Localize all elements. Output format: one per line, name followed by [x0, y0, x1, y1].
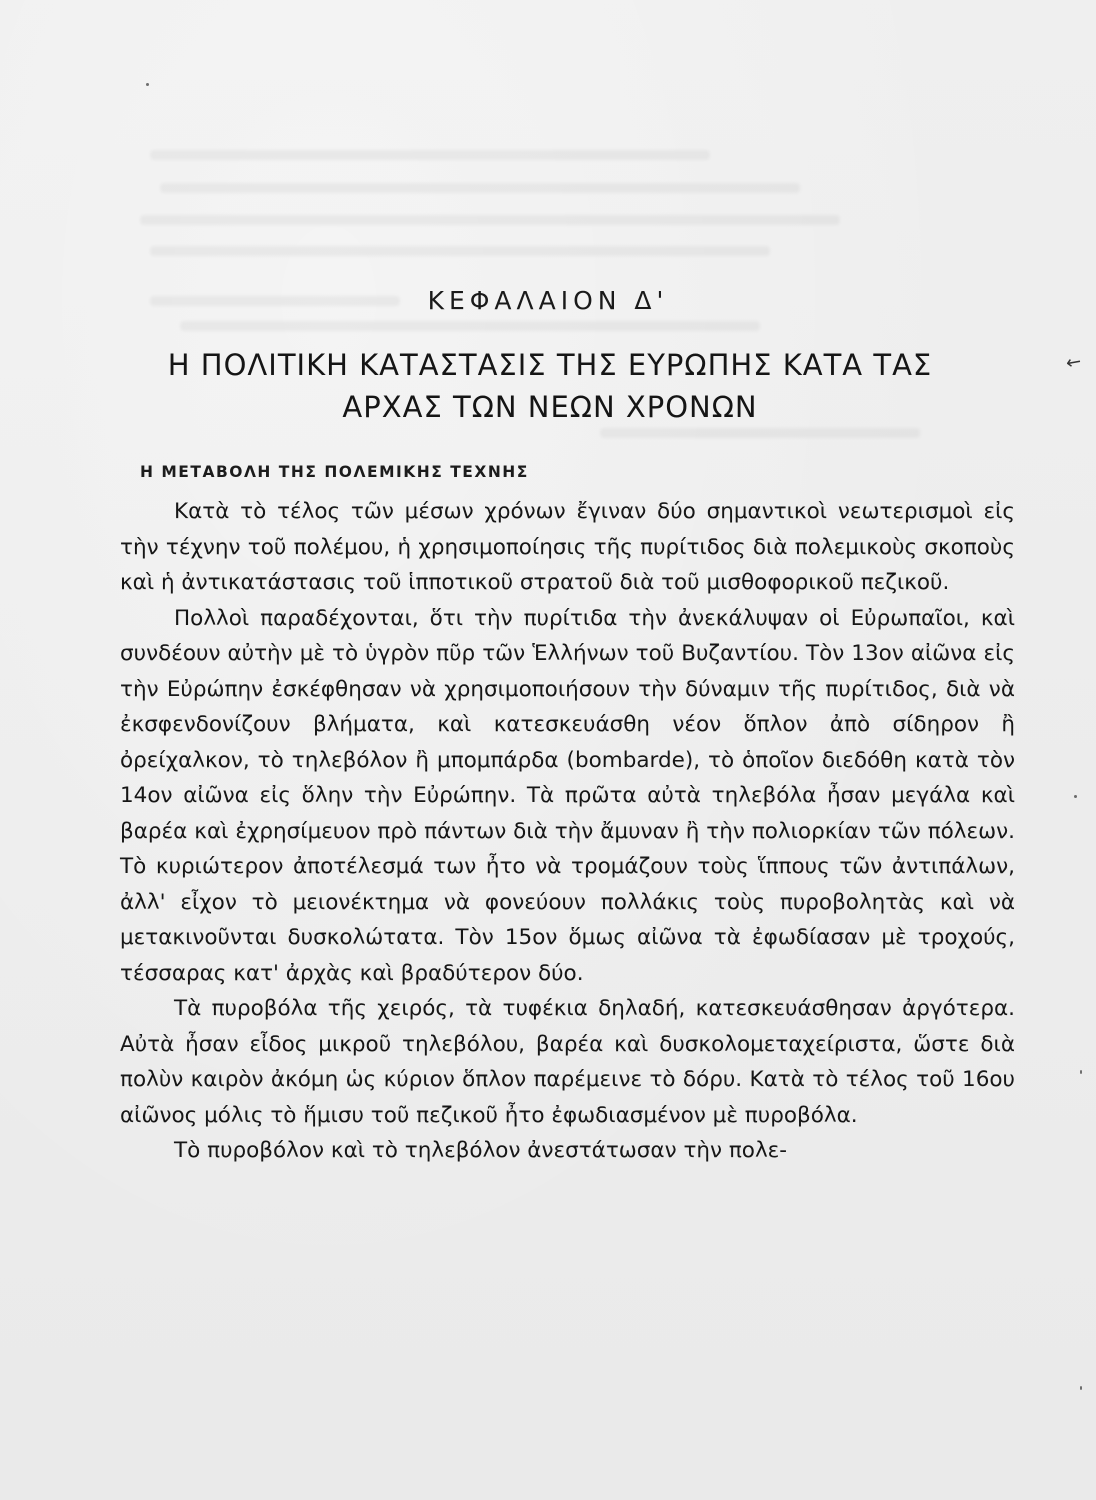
margin-pencil-mark: ← — [1064, 350, 1083, 375]
chapter-title — [120, 344, 980, 428]
chapter-title-line-1: Η ΠΟΛΙΤΙΚΗ ΚΑΤΑΣΤΑΣΙΣ ΤΗΣ ΕΥΡΩΠΗΣ ΚΑΤΑ ΤΑΣ — [167, 348, 933, 382]
show-through-mark — [140, 215, 840, 225]
dust-speck — [1080, 1386, 1082, 1390]
paragraph: Πολλοὶ παραδέχονται, ὅτι τὴν πυρίτιδα τὴν ἀνεκάλυψαν οἱ Εὐρωπαῖοι, καὶ συνδέουν αὐτὴν μὲ τὸ ὑγρὸν πῦρ τῶν Ἑλλήνων τοῦ Βυζαντίου. Τὸν 13ον αἰῶνα εἰς τὴν Εὐρώπην ἐσκέφθησαν νὰ χρησιμοποιήσουν τὴν δύναμιν τῆς πυρίτιδος, διὰ νὰ ἐκσφενδονίζουν βλήματα, καὶ κατεσκευάσθη νέον ὅπλον ἀπὸ σίδηρον ἢ ὀρείχαλκον, τὸ τηλεβόλον ἢ μπομπάρδα (bombarde), τὸ ὁποῖον διεδόθη κατὰ τὸν 14ον αἰῶνα εἰς ὅλην τὴν Εὐρώπην. Τὰ πρῶτα αὐτὰ τηλεβόλα ἦσαν μεγάλα καὶ βαρέα καὶ ἐχρησίμευον πρὸ πάντων διὰ τὴν ἄμυναν ἢ τὴν πολιορκίαν τῶν πόλεων. Τὸ κυριώτερον ἀποτέλεσμά των ἦτο νὰ τρομάζουν τοὺς ἵππους τῶν ἀντιπάλων, ἀλλ' εἶχον τὸ μειονέκτημα νὰ φονεύουν πολλάκις τοὺς πυροβολητὰς καὶ νὰ μετακινοῦνται δυσκολώτατα. Τὸν 15ον ὅμως αἰῶνα τὰ ἐφωδίασαν μὲ τροχούς, τέσσαρας κατ' ἀρχὰς καὶ βραδύτερον δύο. — [120, 605, 1015, 986]
dust-speck — [1080, 1070, 1082, 1074]
show-through-mark — [150, 246, 770, 256]
dust-speck — [1074, 795, 1077, 798]
show-through-mark — [160, 183, 800, 193]
paragraph: Κατὰ τὸ τέλος τῶν μέσων χρόνων ἔγιναν δύο σημαντικοὶ νεωτερισμοὶ εἰς τὴν τέχνην τοῦ πολέμου, ἡ χρησιμοποίησις τῆς πυρίτιδος διὰ πολεμικοὺς σκοποὺς καὶ ἡ ἀντικατάστασις τοῦ ἱπποτικοῦ στρατοῦ διὰ τοῦ μισθοφορικοῦ πεζικοῦ. — [120, 499, 1015, 595]
dust-speck — [146, 83, 149, 86]
paragraph: Τὰ πυροβόλα τῆς χειρός, τὰ τυφέκια δηλαδή, κατεσκευάσθησαν ἀργότερα. Αὐτὰ ἦσαν εἶδος μικροῦ τηλεβόλου, βαρέα καὶ δυσκολομεταχείριστα, ὥστε διὰ πολὺν καιρὸν ἀκόμη ὡς κύριον ὅπλον παρέμεινε τὸ δόρυ. Κατὰ τὸ τέλος τοῦ 16ου αἰῶνος μόλις τὸ ἥμισυ τοῦ πεζικοῦ ἦτο ἐφωδιασμένον μὲ πυροβόλα. — [120, 996, 1015, 1128]
paragraph: Τὸ πυροβόλον καὶ τὸ τηλεβόλον ἀνεστάτωσαν τὴν πολε- — [174, 1138, 788, 1163]
show-through-mark — [180, 321, 760, 331]
chapter-title-line-2: ΑΡΧΑΣ ΤΩΝ ΝΕΩΝ ΧΡΟΝΩΝ — [342, 390, 758, 424]
chapter-number: ΚΕΦΑΛΑΙΟΝ Δ' — [427, 286, 669, 315]
show-through-mark — [600, 428, 920, 438]
show-through-mark — [150, 150, 710, 160]
section-heading: Η ΜΕΤΑΒΟΛΗ ΤΗΣ ΠΟΛΕΜΙΚΗΣ ΤΕΧΝΗΣ — [140, 463, 529, 481]
body-text — [120, 494, 1015, 1169]
